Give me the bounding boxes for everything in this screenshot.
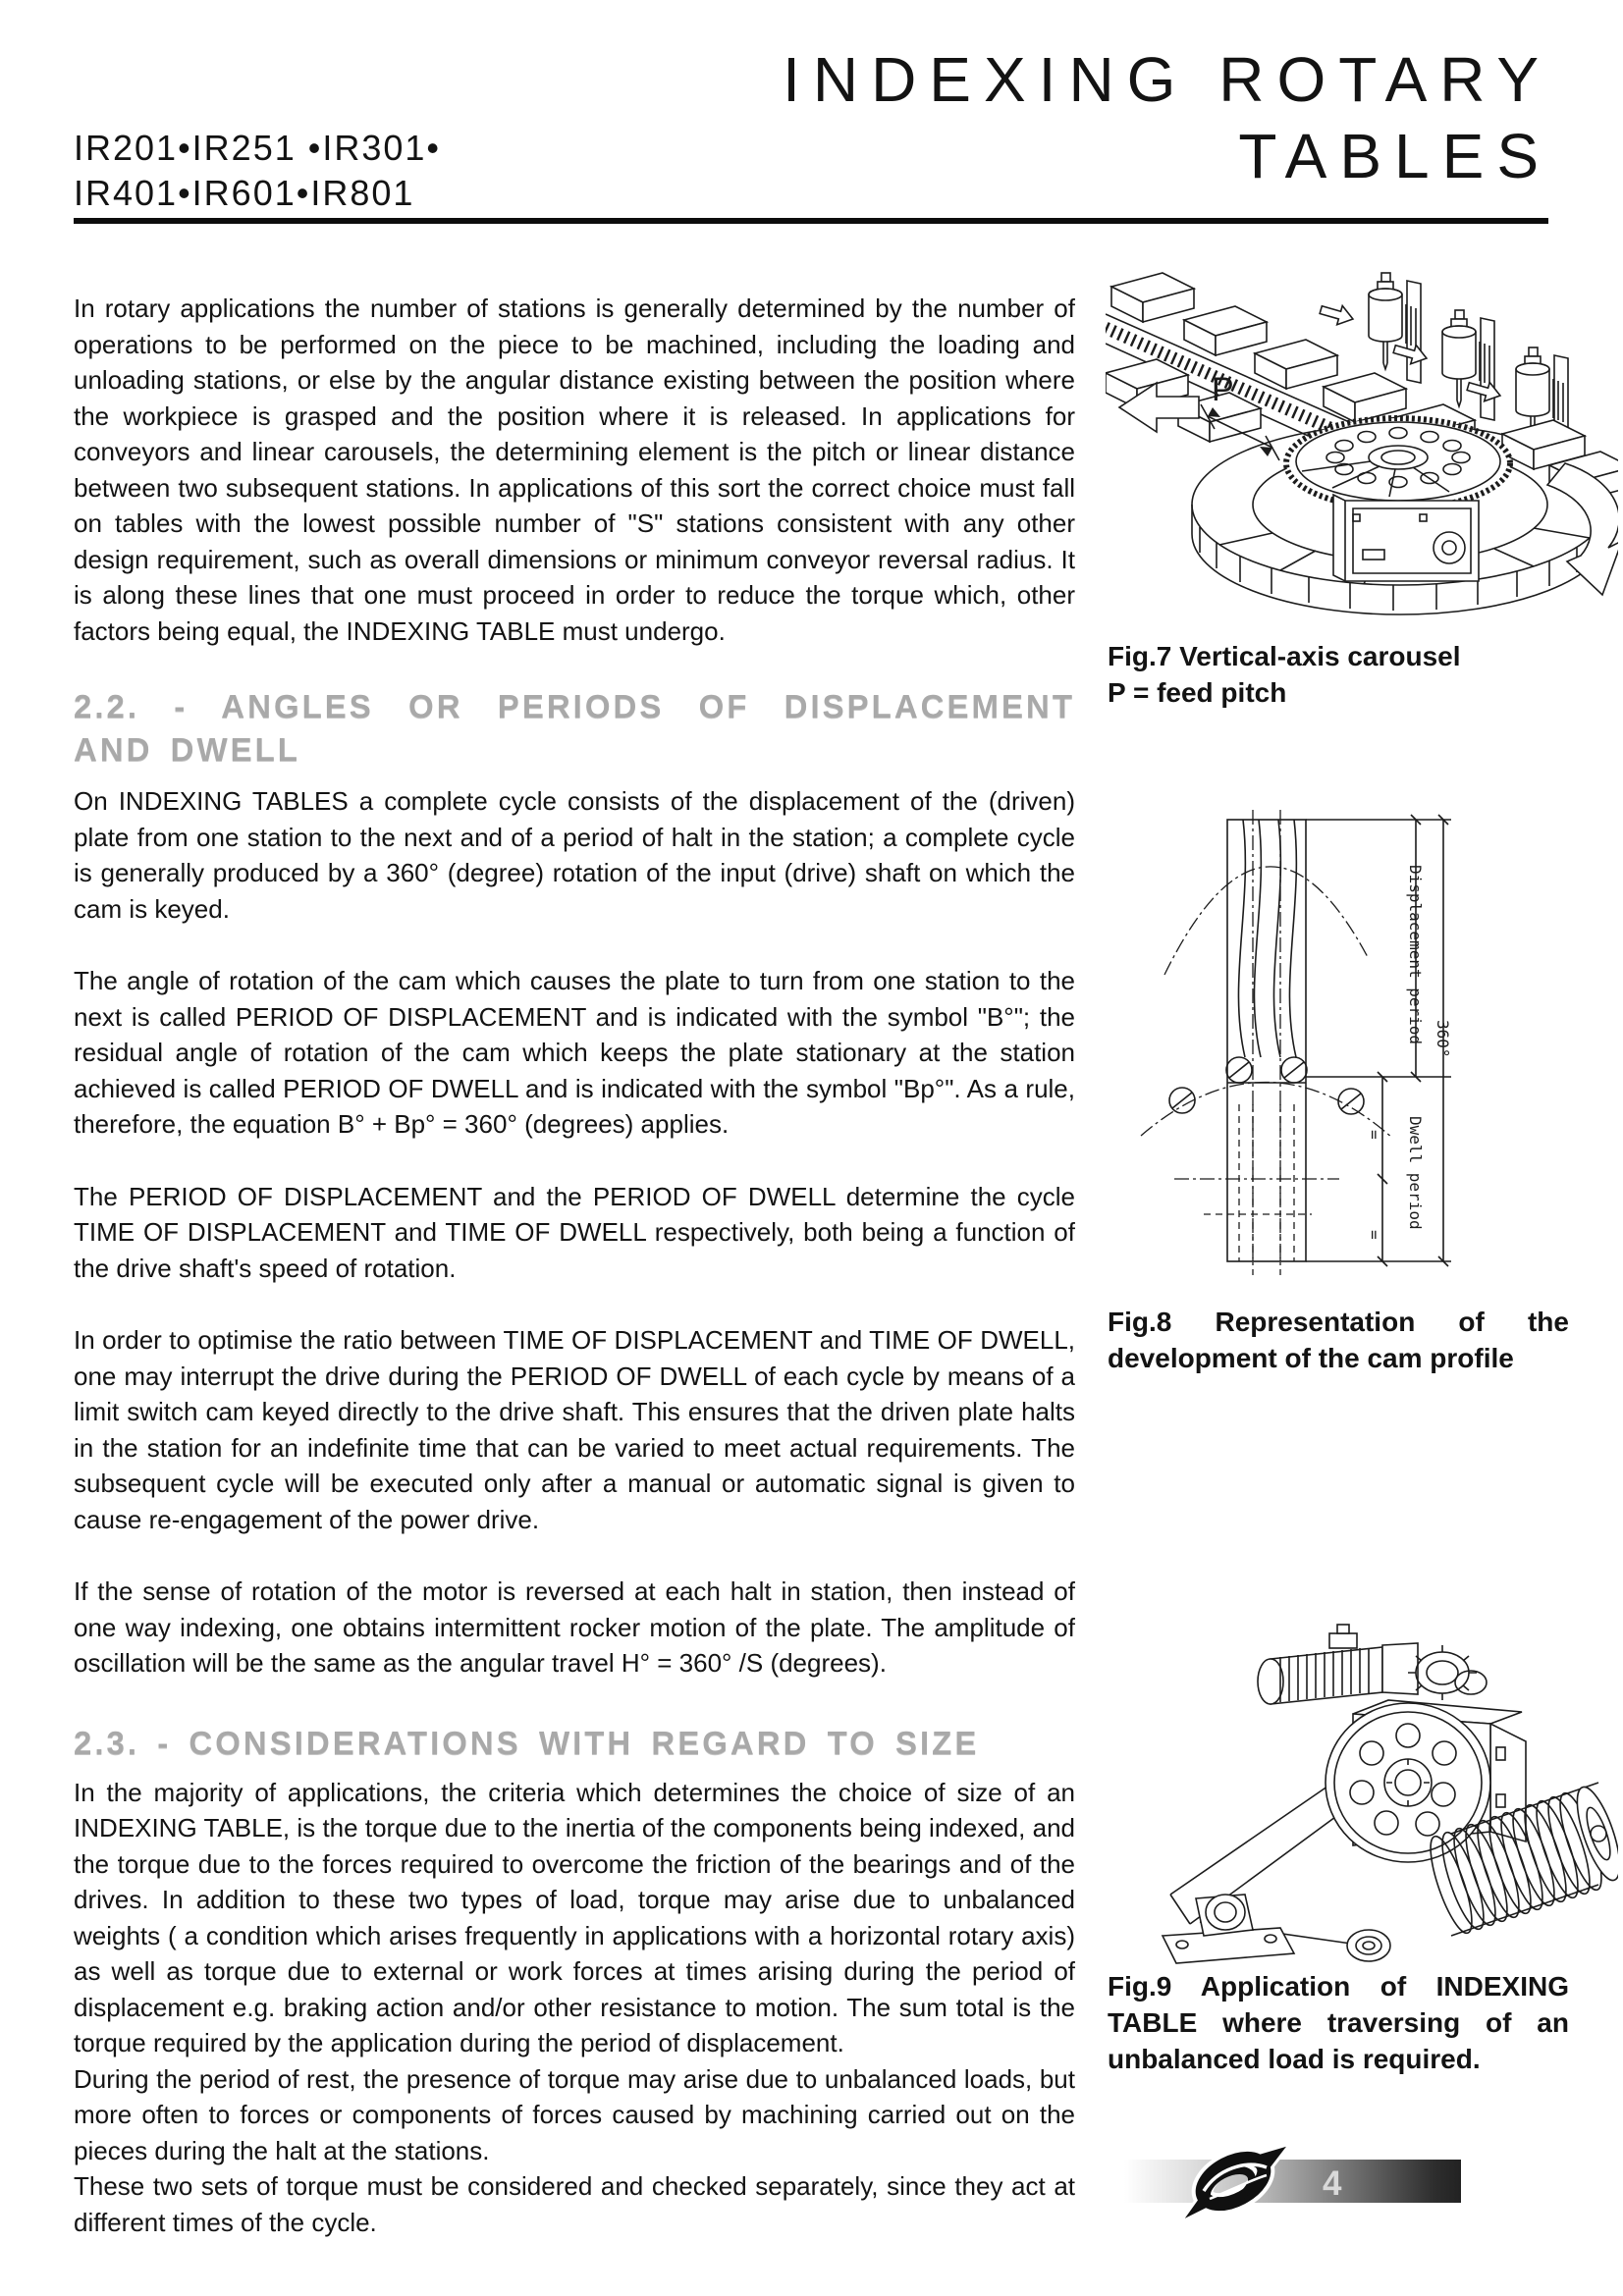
- model-list-line2: IR401•IR601•IR801: [74, 173, 415, 213]
- fig8-caption-line1: Fig.8 Representation of the: [1108, 1307, 1569, 1337]
- equal-mark-lower: =: [1365, 1230, 1383, 1240]
- section-heading-2-2: [74, 685, 1075, 772]
- indexing-table: [1286, 418, 1510, 508]
- pillow-block-bearing: [1163, 1895, 1294, 1963]
- feed-pitch-label: P: [1212, 371, 1234, 408]
- logo-knot: [1180, 2144, 1290, 2222]
- fig8-cam-profile-drawing: [1106, 810, 1618, 1289]
- cam-development-rect: [1227, 820, 1306, 1261]
- fig9-caption-line1: Fig.9 Application of INDEXING: [1108, 1971, 1569, 2002]
- cam-track-curves: [1227, 820, 1306, 1083]
- body-text-column: [74, 291, 1075, 2240]
- paragraph-2-2-4: In order to optimise the ratio between TIME OF DISPLACEMENT and TIME OF DWELL, one may interrupt the drive during the PERIOD OF DWELL of each cycle by means of a limit switch cam keyed directly to the drive shaft. This ensures that the driven plate halts in the station for an indefinite time that can be varied to meet actual requirements. The subsequent cycle will be executed only after a manual or automatic signal is given to cause re-engagement of the power drive.: [74, 1325, 1075, 1534]
- fig8-caption: [1108, 1304, 1569, 1376]
- shaft-end-bearing: [1347, 1930, 1390, 1961]
- fig7-caption: [1108, 638, 1569, 711]
- fig8-caption-line2: development of the cam profile: [1108, 1343, 1514, 1373]
- page-title-line1: INDEXING ROTARY: [783, 44, 1551, 115]
- paragraph-2-3-2: During the period of rest, the presence of torque may arise due to unbalanced loads, but more often to forces or components of forces caused by machining carried out on the pieces during the halt at the stations.: [74, 2063, 1075, 2165]
- dwell-period-label: Dwell period: [1406, 1116, 1425, 1230]
- equal-mark-upper: =: [1365, 1130, 1383, 1140]
- page-title-line2: TABLES: [1238, 121, 1551, 191]
- model-list-line1: IR201•IR251 •IR301•: [74, 128, 442, 168]
- page-title: [783, 41, 1551, 194]
- dwell-track-lines: [1204, 1104, 1312, 1261]
- dimension-lines: [1306, 815, 1452, 1266]
- fig9-caption-line2: TABLE where traversing of an: [1108, 2007, 1569, 2038]
- intro-paragraph: In rotary applications the number of stations is generally determined by the number of operations to be performed on the piece to be machined, including the loading and unloading stations, or else by the angular distance existing between the position where the workpiece is grasped and the position where it is released. In applications for conveyors and linear carousels, the determining element is the pitch or linear distance between two subsequent stations. In applications of this sort the correct choice must fall on tables with the lowest possible number of "S" stations consistent with any other design requirement, such as overall dimensions or minimum conveyor reversal radius. It is along these lines that one must proceed in order to reduce the torque which, other factors being equal, the INDEXING TABLE must undergo.: [74, 294, 1075, 646]
- fig7-caption-line1: Fig.7 Vertical-axis carousel: [1108, 641, 1461, 671]
- section-heading-2-3: 2.3. - CONSIDERATIONS WITH REGARD TO SIZE: [74, 1724, 980, 1761]
- paragraph-2-3-1: In the majority of applications, the criteria which determines the choice of size of an INDEXING TABLE, is the torque due to the inertia of the components being indexed, and the torque due to the forces required to overcome the friction of the bearings and of the drives. In addition to these two types of load, torque may arise due to unbalanced weights ( a condition which arises frequently in applications with a horizontal rotary axis) as well as torque due to external or work forces at times arising during the period of displacement e.g. braking action and/or other resistance to motion. The sum total is the torque required by the application during the period of displacement.: [74, 1777, 1075, 2057]
- paragraph-2-3-3: These two sets of torque must be considered and checked separately, since they act at different times of the cycle.: [74, 2171, 1075, 2237]
- page-number: 4: [1323, 2164, 1342, 2203]
- paragraph-2-2-1: On INDEXING TABLES a complete cycle consists of the displacement of the (driven) plate from one station to the next and of a period of halt in the station; a complete cycle is generally produced by a 360° (degree) rotation of the input (drive) shaft on which the cam is keyed.: [74, 786, 1075, 924]
- header-divider: [74, 218, 1548, 224]
- paragraph-2-2-5: If the sense of rotation of the motor is reversed at each halt in station, then instead of one way indexing, one obtains intermittent rocker motion of the plate. The amplitude of oscillation will be the same as the angular travel H° = 360° /S (degrees).: [74, 1576, 1075, 1678]
- fig9-caption-line3: unbalanced load is required.: [1108, 2044, 1481, 2074]
- model-list: [74, 126, 441, 216]
- centerlines: [1141, 810, 1392, 1275]
- fig9-caption: [1108, 1968, 1569, 2077]
- cam-followers: [1169, 1057, 1364, 1114]
- brand-logo-icon: [1176, 2138, 1296, 2232]
- fig9-application-drawing: [1106, 1598, 1618, 1969]
- paragraph-2-2-2: The angle of rotation of the cam which causes the plate to turn from one station to the next is called PERIOD OF DISPLACEMENT and is indicated with the symbol "B°"; the residual angle of rotation of the cam which keeps the plate stationary at the station achieved is called PERIOD OF DWELL and is indicated with the symbol "Bp°". As a rule, therefore, the equation B° + Bp° = 360° (degrees) applies.: [74, 966, 1075, 1139]
- section-heading-2-2-line1: 2.2. - ANGLES OR PERIODS OF DISPLACEMENT: [74, 688, 1075, 724]
- indexer-drive-unit: [1333, 495, 1479, 581]
- paragraph-2-2-3: The PERIOD OF DISPLACEMENT and the PERIOD OF DWELL determine the cycle TIME OF DISPLACEMENT and TIME OF DWELL respectively, both being a function of the drive shaft's speed of rotation.: [74, 1181, 1075, 1283]
- fig7-carousel-drawing: [1106, 257, 1618, 632]
- motor-unit: [1258, 1625, 1487, 1704]
- deg360-label: 360°: [1434, 1020, 1452, 1058]
- displacement-period-label: Displacement period: [1406, 865, 1425, 1045]
- fig7-caption-line2: P = feed pitch: [1108, 677, 1287, 708]
- section-heading-2-2-line2: AND DWELL: [74, 731, 300, 768]
